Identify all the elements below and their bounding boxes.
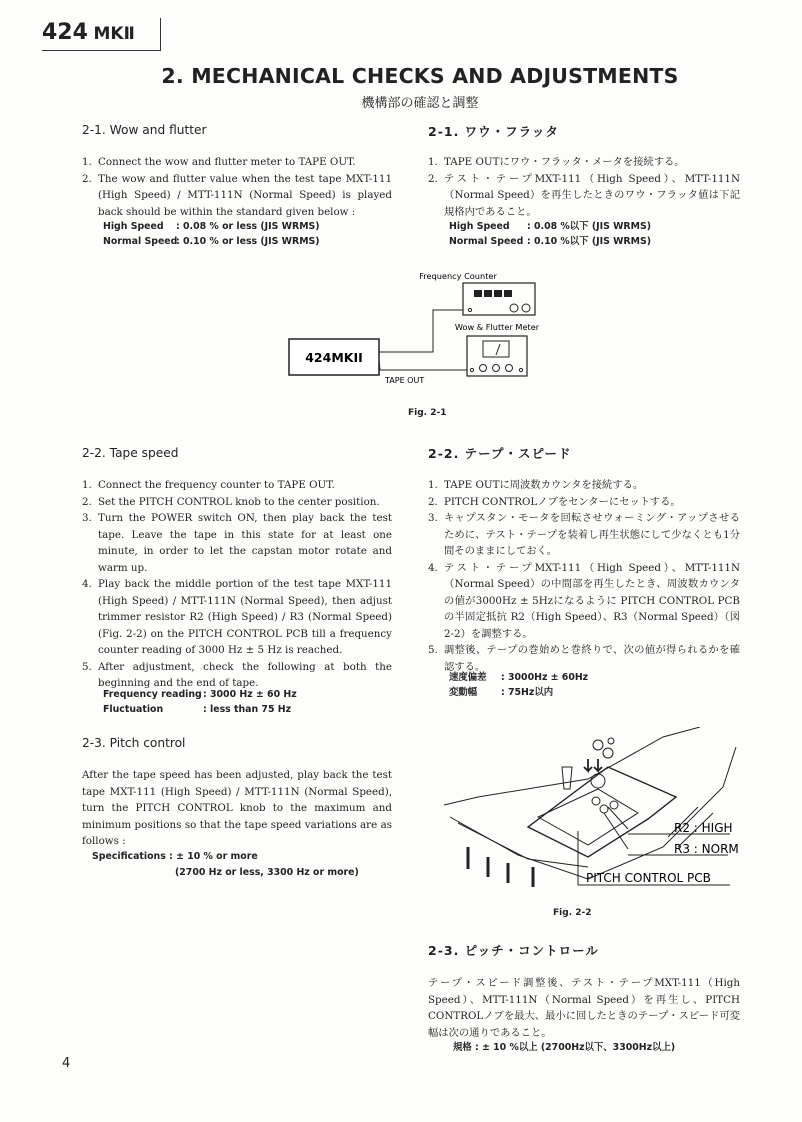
- spec-row: 速度偏差 : 3000Hz ± 60Hz: [449, 672, 589, 683]
- pitch-spec-jp: 規格 : ± 10 %以上 (2700Hz以下、3300Hz以上): [453, 1042, 676, 1053]
- list-item: 2. テスト・テープMXT-111（High Speed）、MTT-111N（Normal Speed）を再生したときのワウ・フラッタ値は下記規格内であること。: [428, 172, 740, 218]
- r3-label: R3 : NORM: [674, 842, 739, 856]
- heading-tape-speed: 2-2. Tape speed: [82, 446, 179, 460]
- trimmer: [610, 801, 618, 809]
- chassis-inner-edge: [458, 823, 588, 867]
- spec-row: High Speed : 0.08 %以下 (JIS WRMS): [449, 221, 652, 232]
- frequency-counter-box: [463, 283, 535, 315]
- cable-to-meter: [379, 360, 467, 370]
- chassis-legs: [468, 847, 533, 887]
- digit-display: [484, 290, 492, 297]
- meter-needle: [496, 344, 500, 355]
- list-item: 1. Connect the wow and flutter meter to TAPE OUT.: [82, 156, 356, 168]
- model-tag: [42, 20, 135, 45]
- r3-leader: [604, 813, 628, 849]
- wow-steps-jp: [428, 154, 740, 220]
- heading-wow-flutter: 2-1. Wow and flutter: [82, 123, 207, 137]
- page-title-jp: 機構部の確認と調整: [361, 96, 479, 111]
- meter-knob: [506, 365, 513, 372]
- pitch-knob: [591, 774, 605, 788]
- mount-hole: [608, 738, 614, 744]
- list-item: 5. 調整後、テープの巻始めと巻終りで、次の値が得られるかを確認する。: [428, 644, 740, 673]
- list-item: 4. Play back the middle portion of the test tape MXT-111 (High Speed) / MTT-111N (Normal Speed), then adjust trimmer resistor R2 (High Speed) / R3 (Normal Speed) (Fig. 2-2) on the PITCH CONTROL PCB till a frequency counter reading of 3000 Hz ± 5 Hz is reached.: [82, 578, 392, 656]
- list-item: 2. Set the PITCH CONTROL knob to the center position.: [82, 495, 380, 508]
- list-item: 1. TAPE OUTにワウ・フラッタ・メータを接続する。: [428, 156, 685, 168]
- spec-row: Normal Speed : 0.10 %以下 (JIS WRMS): [449, 236, 652, 247]
- page-title: 2. MECHANICAL CHECKS AND ADJUSTMENTS: [161, 64, 679, 88]
- trimmer-r3: [600, 805, 608, 813]
- meter-terminal: [470, 368, 473, 371]
- chassis-lower-edge: [450, 747, 736, 879]
- figure-2-1-caption: Fig. 2-1: [408, 408, 447, 418]
- arrow-icon: [584, 759, 592, 771]
- header-underline: [42, 50, 160, 51]
- speed-steps: [82, 477, 392, 692]
- spec-row: Frequency reading: 3000 Hz ± 60 Hz: [103, 689, 297, 700]
- heading-pitch-control: 2-3. Pitch control: [82, 736, 186, 750]
- list-item: 1. TAPE OUTに周波数カウンタを接続する。: [428, 479, 644, 491]
- list-item: 3. Turn the POWER switch ON, then play back the test tape. Leave the tape in this state for at least one minute, in order to let the capstan motor rotate and warm up.: [82, 512, 392, 574]
- pcb-inner: [538, 789, 638, 845]
- wow-meter-label: Wow & Flutter Meter: [454, 322, 540, 332]
- pcb-label: PITCH CONTROL PCB: [586, 871, 711, 885]
- list-item: 5. After adjustment, check the following at both the beginning and the end of tape.: [82, 660, 392, 689]
- pitch-spec-label: Specifications :: [92, 851, 173, 862]
- list-item: 3. キャプスタン・モータを回転させウォーミング・アップさせるために、テスト・テープを装着し再生状態にして少なくとも1分間そのままにしておく。: [428, 512, 740, 557]
- wow-meter-box: [467, 336, 527, 376]
- meter-knob: [480, 365, 487, 372]
- heading-wow-flutter-jp: 2-1. ワウ・フラッタ: [428, 124, 559, 139]
- spec-row: Normal Speed: 0.10 % or less (JIS WRMS): [103, 236, 320, 247]
- meter-terminal: [519, 368, 522, 371]
- speed-specs: [103, 687, 297, 717]
- device-label: 424MKII: [305, 350, 363, 365]
- model-number: 424: [42, 20, 88, 45]
- pitch-spec: [92, 849, 258, 864]
- list-item: 4. テスト・テープMXT-111（High Speed）、MTT-111N（Normal Speed）の中間部を再生したとき、周波数カウンタの値が3000Hz ± 5Hzになるように PITCH CONTROL PCBの半固定抵抗 R2（High Speed）、R3（Normal Speed）（図2-2）を調整する。: [428, 561, 740, 640]
- counter-knob: [510, 304, 518, 312]
- wow-steps: [82, 154, 392, 220]
- counter-knob: [522, 304, 530, 312]
- speed-steps-jp: [428, 477, 740, 675]
- digit-display: [474, 290, 482, 297]
- meter-knob: [493, 365, 500, 372]
- counter-terminal: [468, 308, 471, 311]
- cable-to-counter: [379, 310, 463, 352]
- pitch-spec-note: (2700 Hz or less, 3300 Hz or more): [175, 867, 359, 878]
- list-item: 2. The wow and flutter value when the test tape MXT-111 (High Speed) / MTT-111N (Normal Speed) is played back should be within the standard given below :: [82, 172, 392, 218]
- page-number: 4: [62, 1056, 71, 1071]
- spec-row: High Speed : 0.08 % or less (JIS WRMS): [103, 221, 320, 232]
- digit-display: [494, 290, 502, 297]
- mount-hole: [603, 748, 613, 758]
- figure-2-2-caption: Fig. 2-2: [553, 908, 592, 918]
- figure-2-1-diagram: [280, 266, 550, 390]
- r2-label: R2 : HIGH: [674, 821, 733, 835]
- pitch-body-jp: テープ・スピード調整後、テスト・テープMXT-111（High Speed）、MTT-111N（Normal Speed）を再生し、PITCH CONTROLノブを最大、最小に回したときのテープ・スピード可変幅は次の通りであること。: [428, 977, 740, 1039]
- spec-row: 変動幅 : 75Hz以内: [449, 687, 554, 698]
- wow-specs: [103, 219, 320, 249]
- frequency-counter-label: Frequency Counter: [419, 271, 497, 281]
- spec-row: Fluctuation : less than 75 Hz: [103, 704, 292, 715]
- header-divider: [160, 18, 161, 51]
- arrow-icon: [594, 759, 602, 771]
- list-item: 2. PITCH CONTROLノブをセンターにセットする。: [428, 495, 681, 508]
- figure-2-2-drawing: [438, 727, 742, 889]
- list-item: 1. Connect the frequency counter to TAPE OUT.: [82, 479, 335, 491]
- wow-specs-jp: [449, 219, 651, 249]
- model-suffix: MKⅡ: [93, 24, 135, 44]
- digit-display: [504, 290, 512, 297]
- pitch-body: After the tape speed has been adjusted, play back the test tape MXT-111 (High Speed) / MTT-111N (Normal Speed), turn the PITCH CONTROL knob to the maximum and minimum positions so that the tape speed variations are as follows :: [82, 769, 392, 847]
- speed-specs-jp: [449, 670, 588, 700]
- heading-pitch-control-jp: 2-3. ピッチ・コントロール: [428, 943, 599, 958]
- capstan: [562, 767, 572, 789]
- trimmer-r2: [592, 797, 600, 805]
- heading-tape-speed-jp: 2-2. テープ・スピード: [428, 446, 572, 461]
- pitch-spec-value: ± 10 % or more: [176, 851, 258, 862]
- tape-out-label: TAPE OUT: [385, 376, 425, 385]
- mount-hole: [593, 740, 603, 750]
